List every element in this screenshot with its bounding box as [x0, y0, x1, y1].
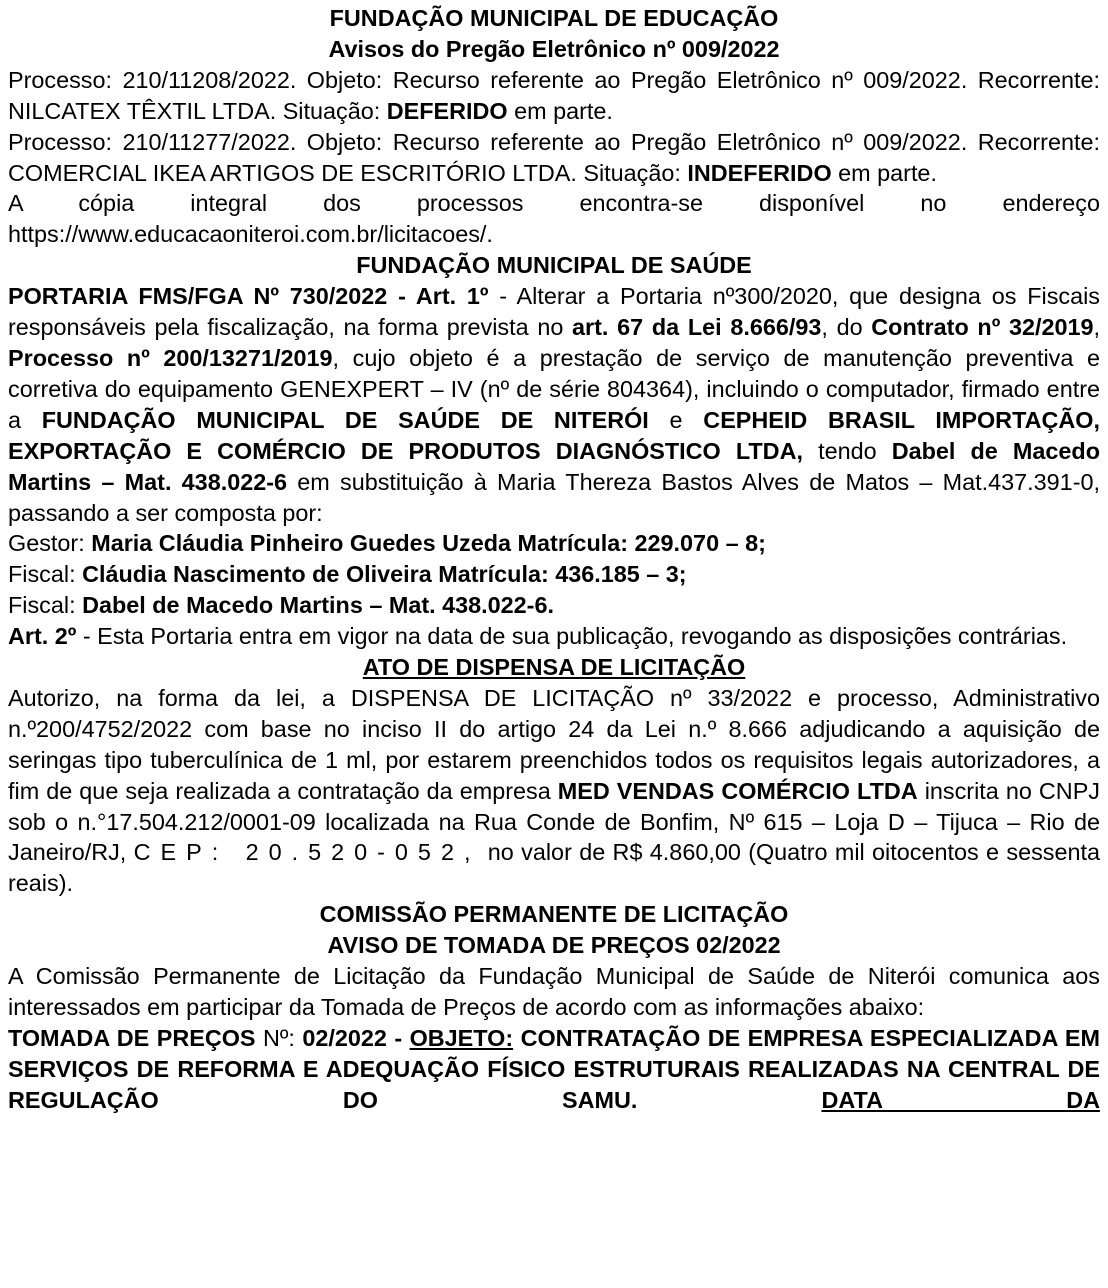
fiscal-line-1: Fiscal: Cláudia Nascimento de Oliveira Matrícula: 436.185 – 3; — [8, 561, 687, 588]
gestor-line: Gestor: Maria Cláudia Pinheiro Guedes Uzeda Matrícula: 229.070 – 8; — [8, 530, 766, 557]
art2-paragraph: Art. 2º - Esta Portaria entra em vigor na data de sua publicação, revogando as disposições contrárias. — [8, 623, 1068, 650]
tomada-precos-paragraph: TOMADA DE PREÇOS Nº: 02/2022 - OBJETO: CONTRATAÇÃO DE EMPRESA ESPECIALIZADA EM SERVIÇOS DE REFORMA E ADEQUAÇÃO FÍSICO ESTRUTURAIS REALIZADAS NA CENTRAL DE REGULAÇÃO DO SAMU. DATA DA — [8, 1024, 1101, 1113]
comissao-title: COMISSÃO PERMANENTE DE LICITAÇÃO — [319, 901, 789, 928]
educacao-title: FUNDAÇÃO MUNICIPAL DE EDUCAÇÃO — [329, 5, 779, 31]
saude-title: FUNDAÇÃO MUNICIPAL DE SAÚDE — [356, 252, 752, 279]
dispensa-title: ATO DE DISPENSA DE LICITAÇÃO — [362, 654, 746, 681]
educacao-item-1: Processo: 210/11208/2022. Objeto: Recurso referente ao Pregão Eletrônico nº 009/2022. Recorrente: NILCATEX TÊXTIL LTDA. Situação: DEFERIDO em parte. — [8, 66, 1100, 124]
comissao-intro: A Comissão Permanente de Licitação da Fundação Municipal de Saúde de Niterói comunica aos interessados em participar da Tomada de Preços de acordo com as informações abaixo: — [8, 963, 1100, 1020]
educacao-subtitle: Avisos do Pregão Eletrônico nº 009/2022 — [328, 35, 780, 62]
status-deferido: DEFERIDO — [386, 97, 508, 124]
data-label: DATA DA — [821, 1086, 1100, 1113]
portaria-heading: PORTARIA FMS/FGA Nº 730/2022 - Art. 1º — [8, 283, 489, 310]
educacao-copy-notice: A cópia integral dos processos encontra-se disponível no endereço https://www.educacaoniteroi.com.br/licitacoes/. — [8, 190, 1100, 248]
company-name: MED VENDAS COMÉRCIO LTDA — [557, 777, 918, 804]
cep-value: CEP: 20.520-052, — [133, 839, 481, 866]
fiscal-line-2: Fiscal: Dabel de Macedo Martins – Mat. 438.022-6. — [8, 592, 554, 619]
portaria-paragraph: PORTARIA FMS/FGA Nº 730/2022 - Art. 1º - Alterar a Portaria nº300/2020, que designa os Fiscais responsáveis pela fiscalização, na forma prevista no art. 67 da Lei 8.666/93, do Contrato nº 32/2019, Processo nº 200/13271/2019, cujo objeto é a prestação de serviço de manutenção preventiva e corretiva do equipamento GENEXPERT – IV (nº de série 804364), incluindo o computador, firmado entre a FUNDAÇÃO MUNICIPAL DE SAÚDE DE NITERÓI e CEPHEID BRASIL IMPORTAÇÃO, EXPORTAÇÃO E COMÉRCIO DE PRODUTOS DIAGNÓSTICO LTDA, tendo Dabel de Macedo Martins – Mat. 438.022-6 em substituição à Maria Thereza Bastos Alves de Matos – Mat.437.391-0, passando a ser composta por: — [8, 283, 1101, 526]
objeto-label: OBJETO: — [409, 1024, 514, 1051]
comissao-subtitle: AVISO DE TOMADA DE PREÇOS 02/2022 — [327, 932, 781, 959]
educacao-item-2: Processo: 210/11277/2022. Objeto: Recurso referente ao Pregão Eletrônico nº 009/2022. Recorrente: COMERCIAL IKEA ARTIGOS DE ESCRITÓRIO LTDA. Situação: INDEFERIDO em parte. — [8, 128, 1100, 186]
status-indeferido: INDEFERIDO — [687, 159, 832, 186]
dispensa-paragraph: Autorizo, na forma da lei, a DISPENSA DE LICITAÇÃO nº 33/2022 e processo, Administrativo n.º200/4752/2022 com base no inciso II do artigo 24 da Lei n.º 8.666 adjudicando a aquisição de seringas tipo tuberculínica de 1 ml, por estarem preenchidos todos os requisitos legais autorizadores, a fim de que seja realizada a contratação da empresa MED VENDAS COMÉRCIO LTDA inscrita no CNPJ sob o n.°17.504.212/0001-09 localizada na Rua Conde de Bonfim, Nº 615 – Loja D – Tijuca – Rio de Janeiro/RJ, CEP: 20.520-052, no valor de R$ 4.860,00 (Quatro mil oitocentos e sessenta reais). — [8, 684, 1100, 897]
